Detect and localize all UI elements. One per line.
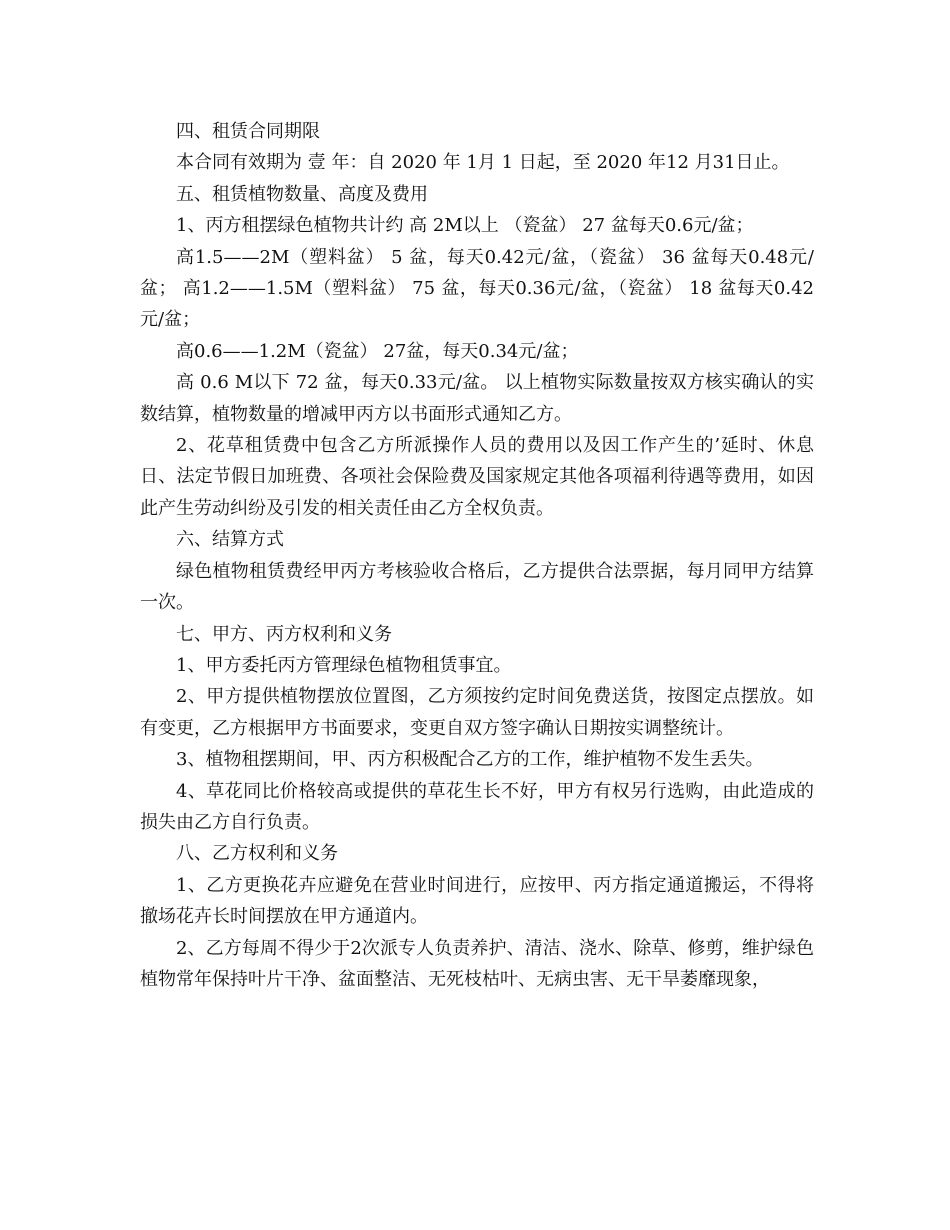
paragraph-plants-0-6-to-1-2m: 高0.6——1.2M（瓷盆） 27盆，每天0.34元/盆； <box>176 340 579 362</box>
paragraph-validity-period: 本合同有效期为 壹 年：自 2020 年 1月 1 日起，至 2020 年12 月31日止。 <box>176 152 790 174</box>
paragraph-settlement-method: 绿色植物租赁费经甲丙方考核验收合格后，乙方提供合法票据，每月同甲方结算一次。 <box>140 560 814 614</box>
section-heading-plant-quantity: 五、租赁植物数量、高度及费用 <box>176 183 428 205</box>
paragraph-a-c-clause-1: 1、甲方委托丙方管理绿色植物租赁事宜。 <box>176 654 512 676</box>
paragraph-b-clause-1: 1、乙方更换花卉应避免在营业时间进行，应按甲、丙方指定通道搬运，不得将撤场花卉长时间摆放在甲方通道内。 <box>140 874 814 928</box>
paragraph-a-c-clause-4: 4、草花同比价格较高或提供的草花生长不好，甲方有权另行选购，由此造成的损失由乙方自行负责。 <box>140 780 814 833</box>
paragraph-b-clause-2: 2、乙方每周不得少于2次派专人负责养护、清洁、浇水、除草、修剪，维护绿色植物常年保持叶片干净、盆面整洁、无死枝枯叶、无病虫害、无干旱萎靡现象， <box>140 937 814 990</box>
paragraph-rental-fee-scope: 2、花草租赁费中包含乙方所派操作人员的费用以及因工作产生的’延时、休息日、法定节假日加班费、各项社会保险费及国家规定其他各项福利待遇等费用，如因此产生劳动纠纷及引发的相关责任由乙方全权负责。 <box>140 435 814 519</box>
section-heading-settlement: 六、结算方式 <box>176 529 284 551</box>
paragraph-plants-1-5-to-2m: 高1.5——2M（塑料盆） 5 盆，每天0.42元/盆，（瓷盆） 36 盆每天0.48元/盆； 高1.2——1.5M（塑料盆） 75 盆，每天0.36元/盆，（瓷盆） 18 盆每天0.42元/盆； <box>140 246 814 331</box>
section-heading-party-b-rights: 八、乙方权利和义务 <box>176 843 338 865</box>
paragraph-plants-over-2m: 1、丙方租摆绿色植物共计约 高 2M以上 （瓷盆） 27 盆每天0.6元/盆； <box>176 215 754 237</box>
section-heading-lease-term: 四、租赁合同期限 <box>176 121 320 142</box>
section-heading-party-a-c-rights: 七、甲方、丙方权利和义务 <box>176 623 392 645</box>
paragraph-plants-under-0-6m: 高 0.6 M以下 72 盆，每天0.33元/盆。 以上植物实际数量按双方核实确认的实数结算，植物数量的增减甲丙方以书面形式通知乙方。 <box>140 372 814 425</box>
document-body <box>140 116 814 995</box>
paragraph-a-c-clause-2: 2、甲方提供植物摆放位置图，乙方须按约定时间免费送货，按图定点摆放。如有变更，乙方根据甲方书面要求，变更自双方签字确认日期按实调整统计。 <box>140 686 814 739</box>
paragraph-a-c-clause-3: 3、植物租摆期间，甲、丙方积极配合乙方的工作，维护植物不发生丢失。 <box>176 749 764 771</box>
